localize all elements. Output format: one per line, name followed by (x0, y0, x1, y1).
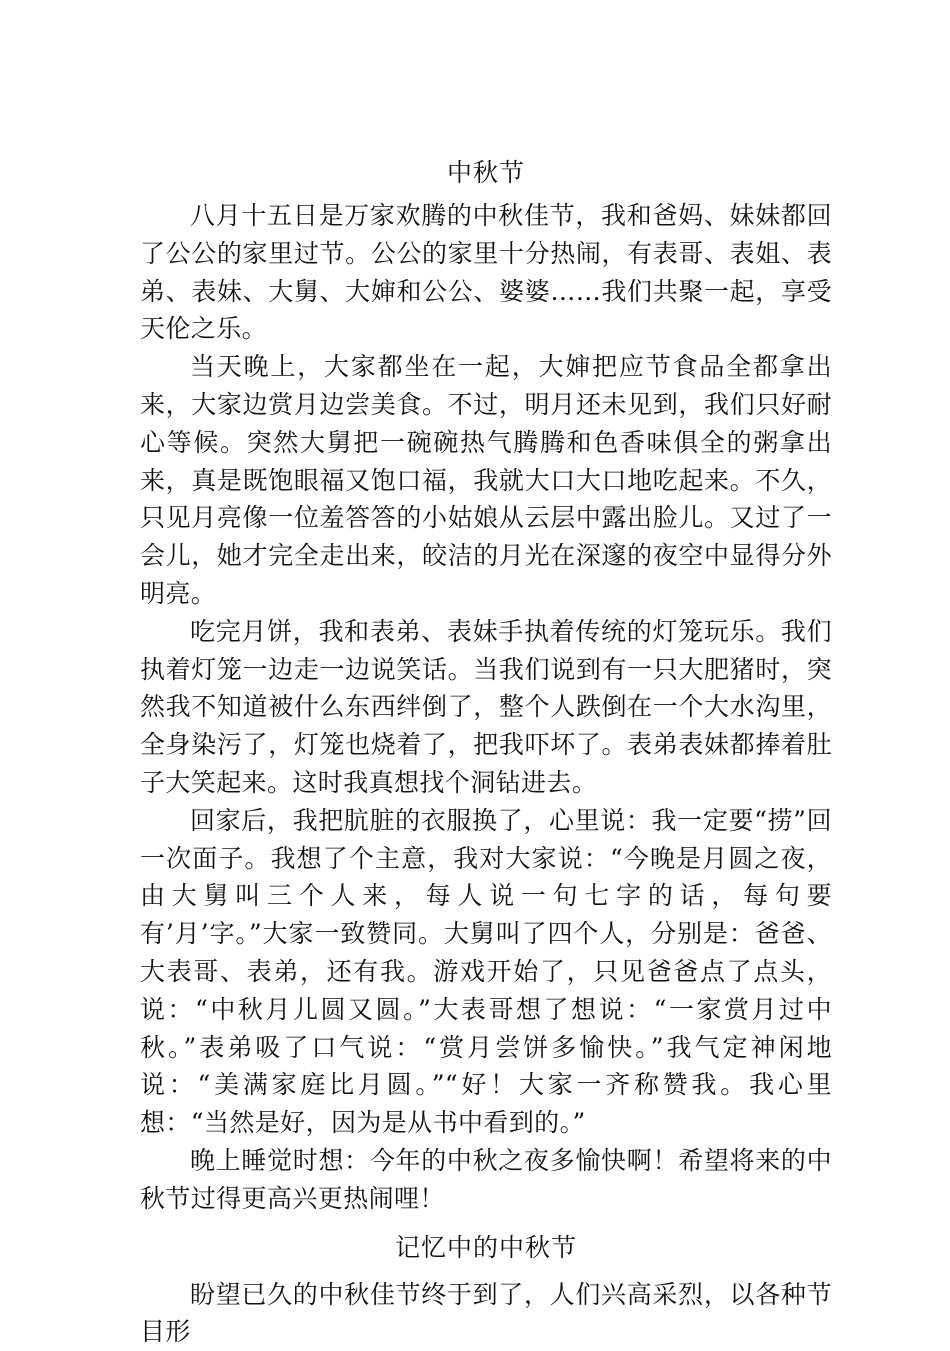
section-title: 中秋节 (446, 158, 525, 187)
paragraph: 回家后，我把肮脏的衣服换了，心里说：我一定要“捞”回一次面子。我想了个主意，我对大家说：“今晚是月圆之夜，由大舅叫三个人来，每人说一句七字的话，每句要有’月’字。”大家一致赞同。大舅叫了四个人，分别是：爸爸、大表哥、表弟，还有我。游戏开始了，只见爸爸点了点头，说：“中秋月儿圆又圆。”大表哥想了想说：“一家赏月过中秋。”表弟吸了口气说：“赏月尝饼多愉快。”我气定神闲地说：“美满家庭比月圆。”“好！大家一齐称赞我。我心里想：“当然是好，因为是从书中看到的。” (140, 805, 832, 1138)
paragraph: 当天晚上，大家都坐在一起，大婶把应节食品全都拿出来，大家边赏月边尝美食。不过，明月还未见到，我们只好耐心等候。突然大舅把一碗碗热气腾腾和色香味俱全的粥拿出来，真是既饱眼福又饱口福，我就大口大口地吃起来。不久，只见月亮像一位羞答答的小姑娘从云层中露出脸儿。又过了一会儿，她才完全走出来，皎洁的月光在深邃的夜空中显得分外明亮。 (140, 352, 832, 608)
document-body (140, 155, 832, 1351)
paragraph: 吃完月饼，我和表弟、表妹手执着传统的灯笼玩乐。我们执着灯笼一边走一边说笑话。当我们说到有一只大肥猪时，突然我不知道被什么东西绊倒了，整个人跌倒在一个大水沟里，全身染污了，灯笼也烧着了，把我吓坏了。表弟表妹都捧着肚子大笑起来。这时我真想找个洞钻进去。 (140, 616, 832, 797)
section-title: 记忆中的中秋节 (394, 1232, 577, 1262)
paragraph: 晚上睡觉时想：今年的中秋之夜多愉快啊！希望将来的中秋节过得更高兴更热闹哩！ (140, 1145, 832, 1213)
paragraph: 盼望已久的中秋佳节终于到了，人们兴高采烈，以各种节目形 (140, 1279, 832, 1347)
paragraph: 八月十五日是万家欢腾的中秋佳节，我和爸妈、妹妹都回了公公的家里过节。公公的家里十分热闹，有表哥、表姐、表弟、表妹、大舅、大婶和公公、婆婆……我们共聚一起，享受天伦之乐。 (140, 201, 832, 344)
